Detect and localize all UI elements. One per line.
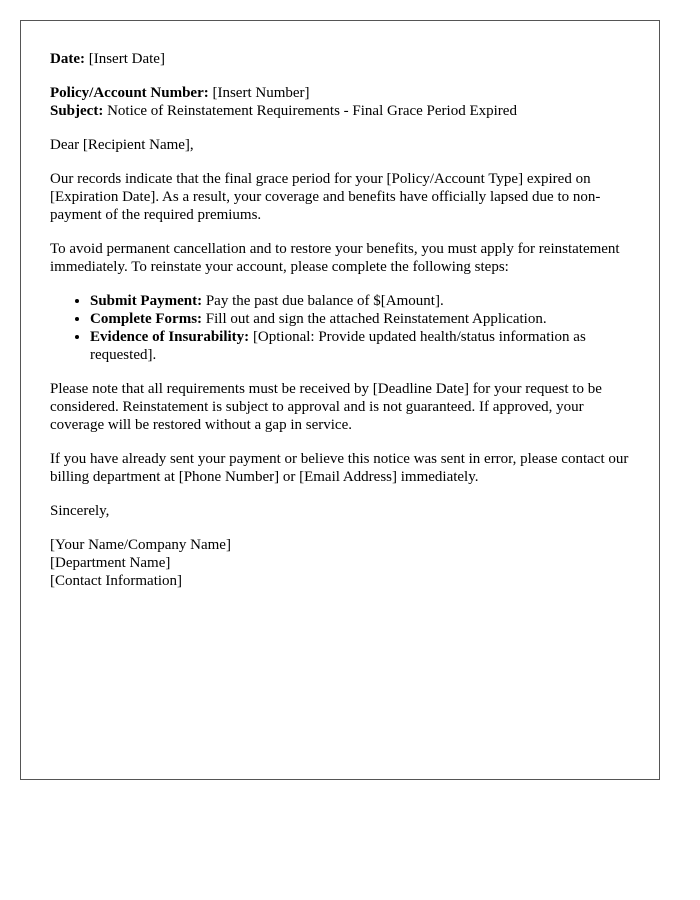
step-text: Fill out and sign the attached Reinstatement Application.: [205, 311, 547, 327]
letter-page: [20, 20, 660, 780]
step-text: Pay the past due balance of $[Amount].: [205, 293, 444, 309]
date-label: Date:: [50, 51, 85, 67]
step-label: Submit Payment:: [90, 293, 203, 309]
list-item: [90, 292, 640, 310]
date-value: [Insert Date]: [88, 51, 165, 67]
closing: Sincerely,: [50, 503, 110, 519]
step-text: [Optional: Provide updated health/status information as requested].: [90, 329, 586, 363]
signature-department: [Department Name]: [50, 555, 171, 571]
policy-value: [Insert Number]: [212, 85, 310, 101]
list-item: [90, 310, 640, 328]
policy-label: Policy/Account Number:: [50, 85, 209, 101]
step-label: Evidence of Insurability:: [90, 329, 250, 345]
paragraph-deadline: Please note that all requirements must be received by [Deadline Date] for your request to be considered. Reinstatement is subject to approval and is not guaranteed. If approved, your coverage will be restored without a gap in service.: [50, 381, 602, 433]
paragraph-lapse-notice: Our records indicate that the final grace period for your [Policy/Account Type] expired on [Expiration Date]. As a result, your coverage and benefits have officially lapsed due to non-payment of the required premiums.: [50, 171, 601, 223]
subject-value: Notice of Reinstatement Requirements - Final Grace Period Expired: [107, 103, 517, 119]
paragraph-reinstatement-intro: To avoid permanent cancellation and to restore your benefits, you must apply for reinstatement immediately. To reinstate your account, please complete the following steps:: [50, 241, 620, 275]
paragraph-contact: If you have already sent your payment or believe this notice was sent in error, please contact our billing department at [Phone Number] or [Email Address] immediately.: [50, 451, 629, 485]
steps-list: [50, 292, 640, 364]
subject-line: [50, 102, 640, 120]
list-item: [90, 328, 640, 364]
policy-line: [50, 84, 640, 102]
letter-content: [50, 50, 640, 590]
signature-name: [Your Name/Company Name]: [50, 537, 231, 553]
step-label: Complete Forms:: [90, 311, 203, 327]
date-line: [50, 50, 640, 68]
salutation: Dear [Recipient Name],: [50, 137, 194, 153]
signature-contact: [Contact Information]: [50, 573, 183, 589]
subject-label: Subject:: [50, 103, 104, 119]
